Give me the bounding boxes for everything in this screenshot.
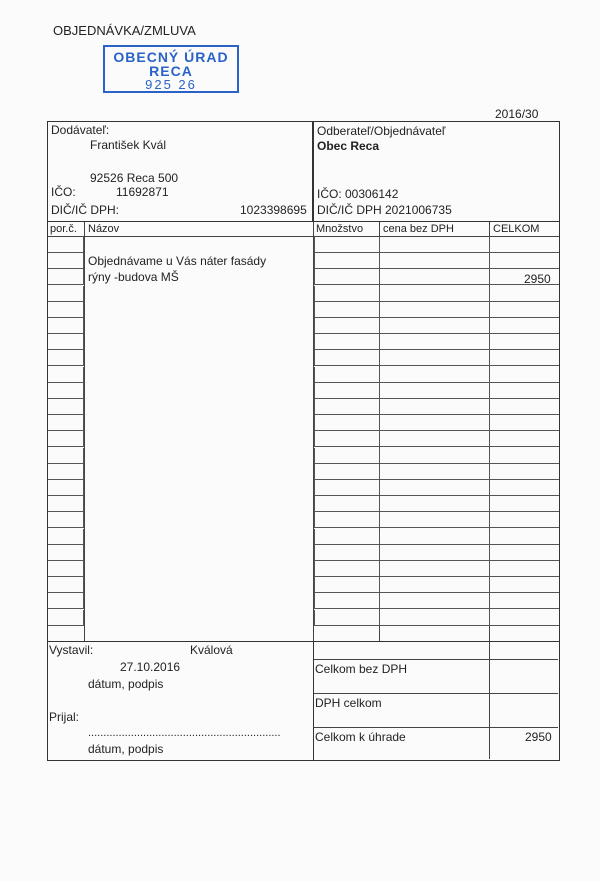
table-cell <box>48 545 84 561</box>
table-cell <box>490 334 559 350</box>
table-cell <box>48 464 84 480</box>
grand-total-label: Celkom k úhrade <box>315 730 406 744</box>
table-cell <box>48 593 84 609</box>
table-cell <box>48 253 84 269</box>
table-cell <box>314 512 380 528</box>
table-cell <box>314 577 380 593</box>
col-header-name: Názov <box>88 223 120 235</box>
table-cell <box>48 269 84 285</box>
item-total-value: 2950 <box>524 272 551 286</box>
table-cell <box>314 350 380 366</box>
table-cell <box>314 253 380 269</box>
table-row <box>48 334 559 350</box>
table-cell <box>314 269 380 285</box>
supplier-ico-value: 11692871 <box>116 185 169 199</box>
table-cell <box>314 480 380 496</box>
table-cell <box>380 334 490 350</box>
table-row <box>48 318 559 334</box>
totals-col-divider <box>489 642 490 759</box>
document-title: OBJEDNÁVKA/ZMLUVA <box>53 23 196 38</box>
table-cell <box>48 561 84 577</box>
table-row <box>48 448 559 464</box>
table-cell <box>380 593 490 609</box>
table-cell <box>48 480 84 496</box>
table-row <box>48 512 559 528</box>
table-row <box>48 529 559 545</box>
table-cell <box>314 286 380 302</box>
table-cell <box>314 593 380 609</box>
table-cell <box>490 448 559 464</box>
table-cell <box>48 415 84 431</box>
table-cell <box>314 561 380 577</box>
table-cell <box>48 237 84 253</box>
table-cell <box>314 529 380 545</box>
customer-label: Odberateľ/Objednávateľ <box>317 124 446 138</box>
table-cell <box>490 610 559 626</box>
col-header-num: por.č. <box>50 223 77 235</box>
item-description-line-1: Objednávame u Vás náter fasády <box>88 254 267 268</box>
table-cell <box>380 480 490 496</box>
table-cell <box>490 286 559 302</box>
table-cell <box>314 237 380 253</box>
table-row <box>48 383 559 399</box>
signature-box <box>47 641 314 761</box>
grand-total-value: 2950 <box>525 730 552 744</box>
table-cell <box>48 334 84 350</box>
table-cell <box>380 286 490 302</box>
table-cell <box>380 561 490 577</box>
table-row <box>48 545 559 561</box>
table-cell <box>490 480 559 496</box>
table-row <box>48 610 559 626</box>
table-row <box>48 593 559 609</box>
table-cell <box>48 367 84 383</box>
table-row <box>48 561 559 577</box>
supplier-address: 92526 Reca 500 <box>90 171 179 185</box>
issued-by: Kválová <box>190 643 233 657</box>
table-cell <box>490 253 559 269</box>
supplier-box <box>47 121 313 222</box>
date-sign-label-2: dátum, podpis <box>88 742 164 756</box>
table-cell <box>314 448 380 464</box>
table-cell <box>380 237 490 253</box>
table-cell <box>380 383 490 399</box>
customer-name: Obec Reca <box>317 139 380 153</box>
customer-box <box>313 121 560 222</box>
col-header-price: cena bez DPH <box>383 223 454 235</box>
table-cell <box>380 545 490 561</box>
total-no-vat-label: Celkom bez DPH <box>315 662 408 676</box>
table-row <box>48 480 559 496</box>
table-cell <box>48 448 84 464</box>
date-sign-label-1: dátum, podpis <box>88 677 164 691</box>
table-row <box>48 496 559 512</box>
stamp-line-1: OBECNÝ ÚRAD <box>113 49 229 65</box>
table-cell <box>48 302 84 318</box>
table-cell <box>490 529 559 545</box>
table-cell <box>490 350 559 366</box>
table-cell <box>314 367 380 383</box>
table-cell <box>48 286 84 302</box>
table-row <box>48 367 559 383</box>
table-cell <box>48 529 84 545</box>
table-cell <box>380 529 490 545</box>
table-row <box>48 237 559 253</box>
totals-divider-1 <box>314 659 558 660</box>
table-cell <box>380 318 490 334</box>
stamp-line-2: RECA <box>149 63 193 79</box>
table-cell <box>48 350 84 366</box>
table-cell <box>314 464 380 480</box>
table-cell <box>380 448 490 464</box>
table-cell <box>380 269 490 285</box>
table-cell <box>380 399 490 415</box>
supplier-dic-value: 1023398695 <box>240 203 307 217</box>
table-cell <box>490 383 559 399</box>
totals-box <box>313 641 560 761</box>
supplier-label: Dodávateľ: <box>51 123 110 137</box>
table-cell <box>490 415 559 431</box>
supplier-dic-label: DIČ/IČ DPH: <box>51 203 120 217</box>
table-row <box>48 431 559 447</box>
table-cell <box>490 512 559 528</box>
supplier-ico-label: IČO: <box>51 185 76 199</box>
table-row <box>48 350 559 366</box>
table-cell <box>380 512 490 528</box>
table-cell <box>380 302 490 318</box>
customer-dic: DIČ/IČ DPH 2021006735 <box>317 203 452 217</box>
table-cell <box>490 464 559 480</box>
table-cell <box>380 253 490 269</box>
table-cell <box>490 593 559 609</box>
table-cell <box>48 318 84 334</box>
customer-ico: IČO: 00306142 <box>317 187 399 201</box>
table-cell <box>314 302 380 318</box>
vat-total-label: DPH celkom <box>315 696 382 710</box>
table-cell <box>48 496 84 512</box>
document-number: 2016/30 <box>495 107 539 121</box>
table-cell <box>490 496 559 512</box>
table-cell <box>314 431 380 447</box>
table-cell <box>380 350 490 366</box>
stamp-line-3: 925 26 <box>145 77 197 92</box>
table-cell <box>314 399 380 415</box>
table-cell <box>380 496 490 512</box>
table-cell <box>48 577 84 593</box>
received-label: Prijal: <box>49 710 80 724</box>
table-cell <box>490 367 559 383</box>
table-cell <box>48 383 84 399</box>
table-cell <box>380 367 490 383</box>
table-cell <box>314 383 380 399</box>
issued-label: Vystavil: <box>49 643 94 657</box>
table-cell <box>380 577 490 593</box>
table-cell <box>380 610 490 626</box>
totals-divider-3 <box>314 727 558 728</box>
issued-date: 27.10.2016 <box>120 660 181 674</box>
table-row <box>48 302 559 318</box>
table-cell <box>314 545 380 561</box>
table-cell <box>380 431 490 447</box>
table-row <box>48 577 559 593</box>
table-cell <box>490 577 559 593</box>
table-cell <box>490 318 559 334</box>
signature-dots: ............................................................... <box>88 727 281 739</box>
col-header-total: CELKOM <box>493 223 540 235</box>
table-cell <box>380 464 490 480</box>
table-cell <box>48 512 84 528</box>
table-cell <box>490 545 559 561</box>
table-cell <box>314 496 380 512</box>
table-cell <box>314 318 380 334</box>
table-row <box>48 286 559 302</box>
table-cell <box>314 610 380 626</box>
item-description-line-2: rýny -budova MŠ <box>88 270 179 284</box>
supplier-name: František Kvál <box>90 138 167 152</box>
table-cell <box>490 237 559 253</box>
table-cell <box>314 415 380 431</box>
table-row <box>48 415 559 431</box>
table-row <box>48 464 559 480</box>
table-cell <box>490 399 559 415</box>
table-cell <box>490 561 559 577</box>
table-cell <box>490 302 559 318</box>
table-cell <box>314 334 380 350</box>
table-cell <box>490 431 559 447</box>
table-cell <box>48 431 84 447</box>
table-row <box>48 399 559 415</box>
totals-divider-2 <box>314 693 558 694</box>
table-cell <box>48 399 84 415</box>
table-cell <box>48 610 84 626</box>
office-stamp <box>103 45 239 93</box>
col-header-qty: Množstvo <box>316 223 364 235</box>
table-cell <box>380 415 490 431</box>
